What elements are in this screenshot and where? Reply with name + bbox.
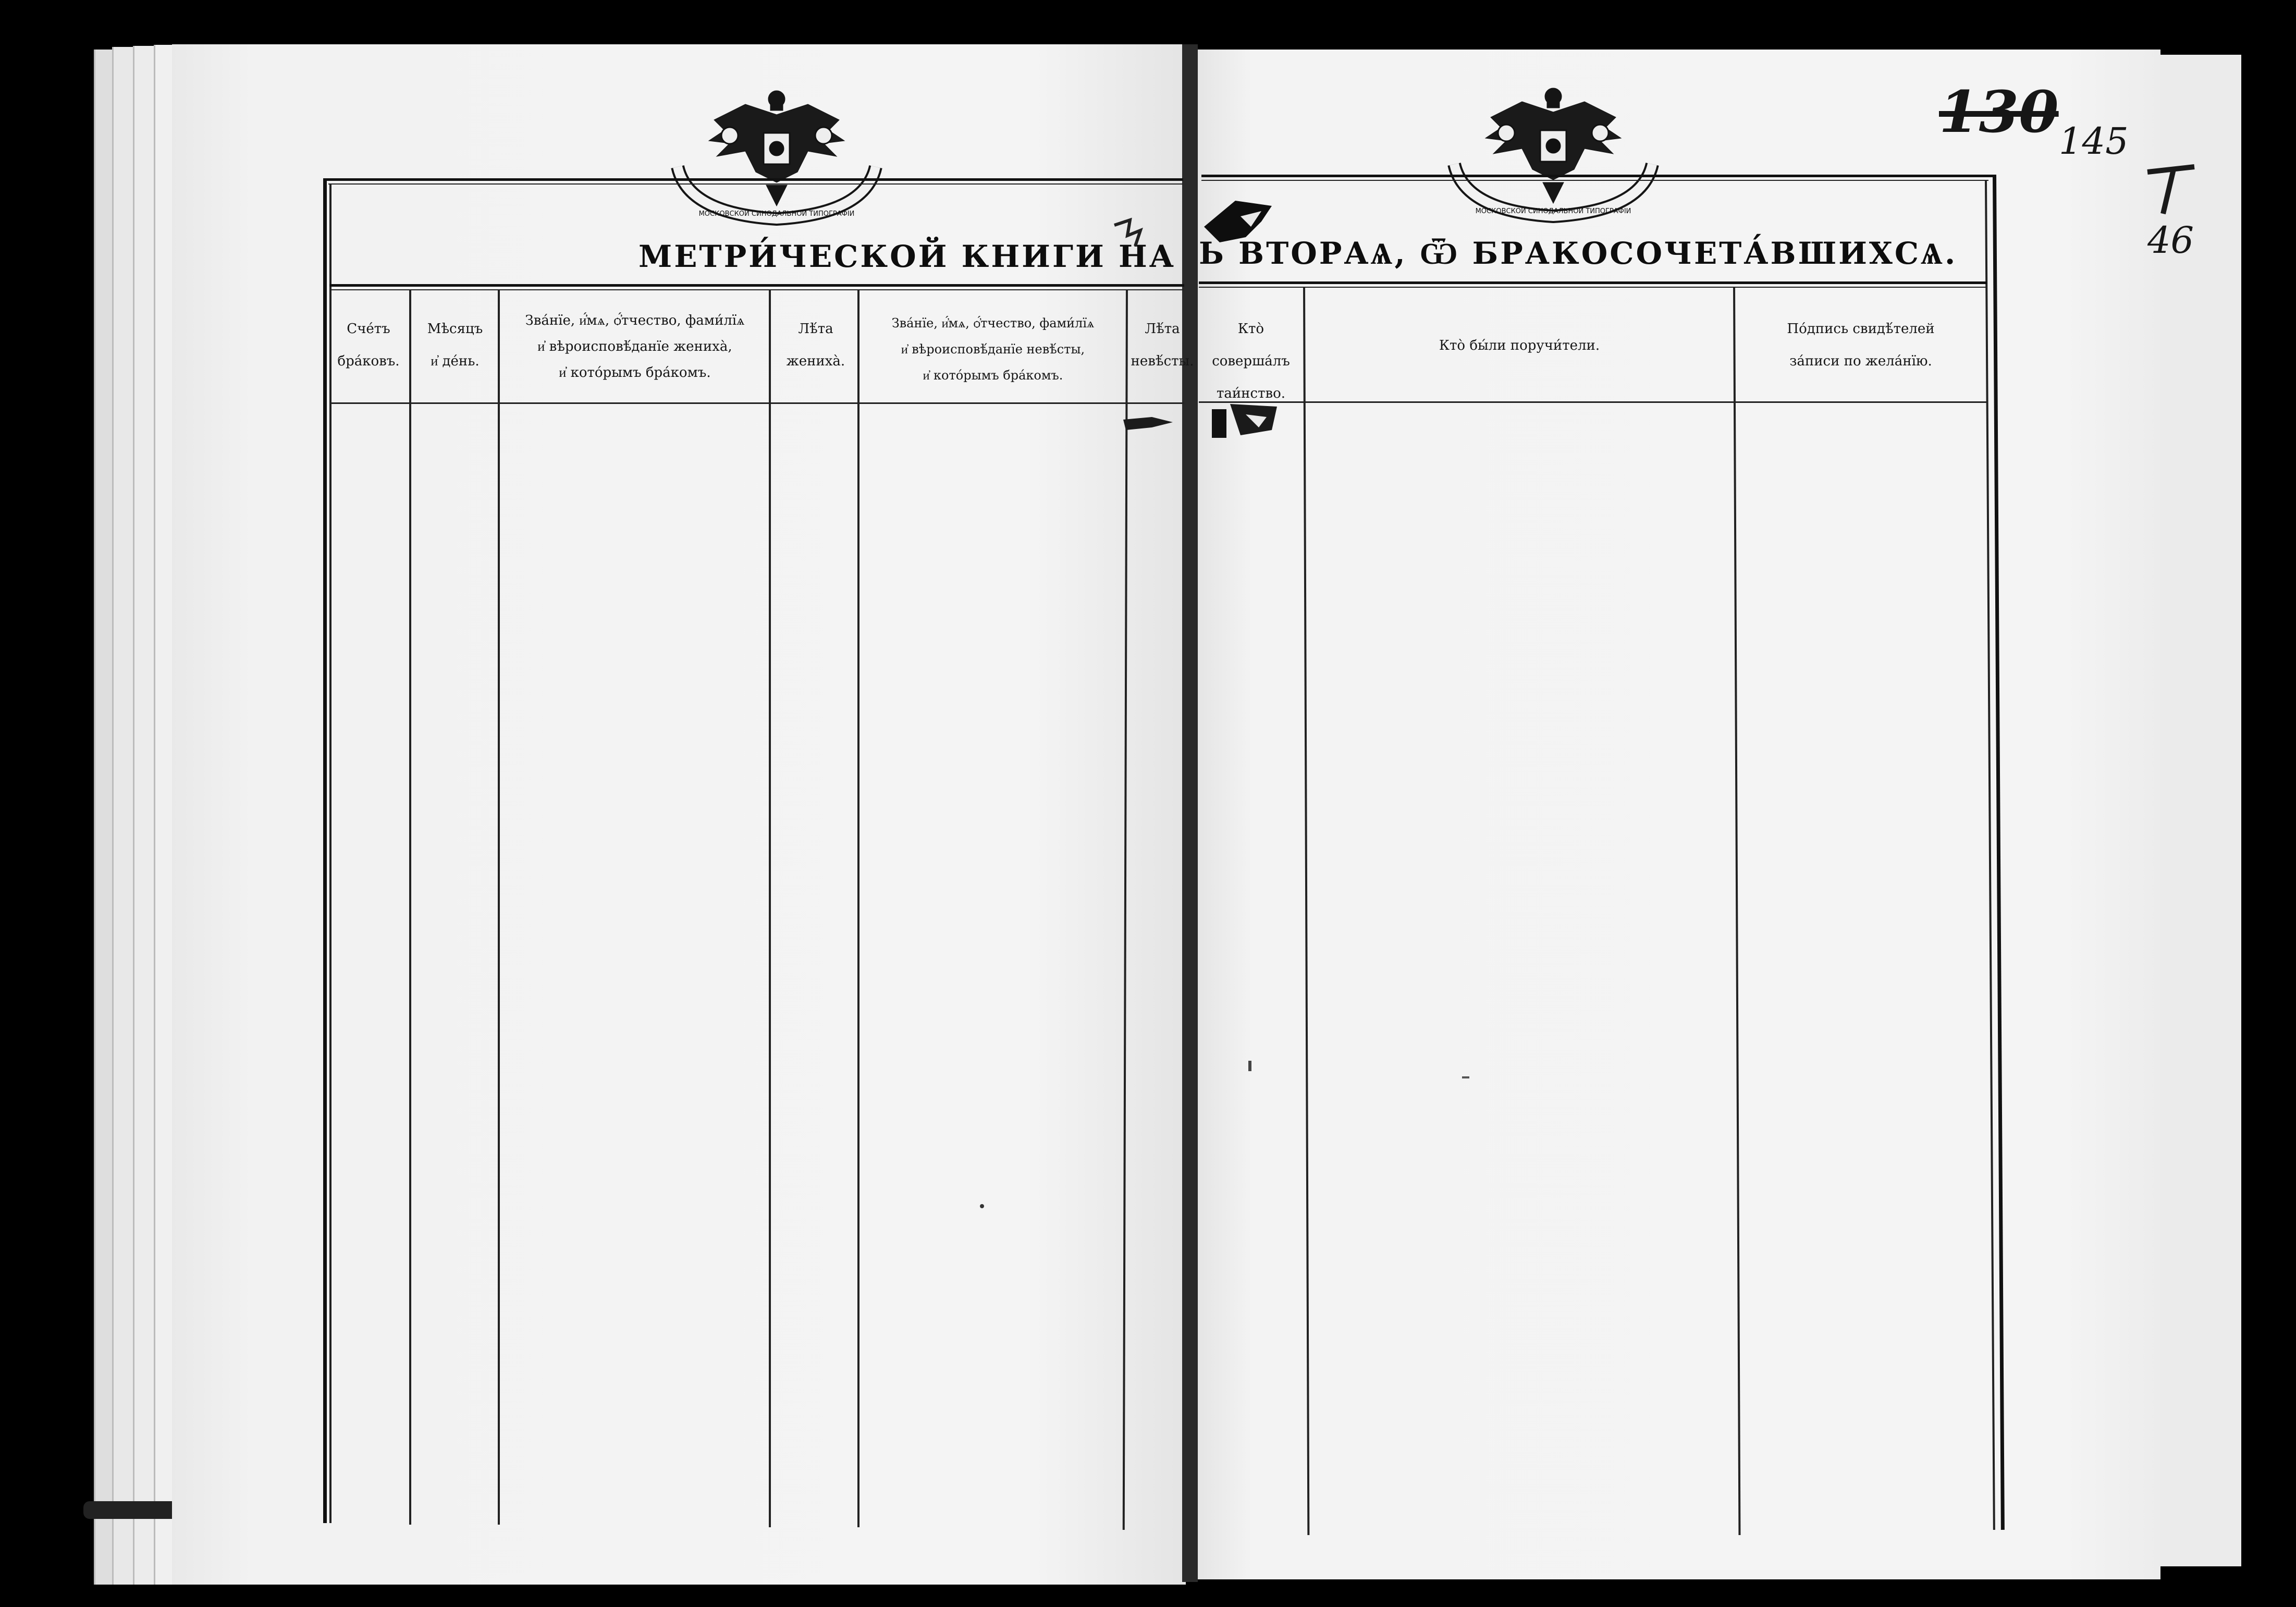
imperial-eagle-crest-left-icon: [667, 83, 886, 235]
column-header-guarantors: Кто̀ бы́ли поручи́тели.: [1439, 338, 1600, 353]
page-number-struck: 130: [1939, 78, 2059, 145]
top-rule-right-thin: [1201, 180, 1988, 181]
crest-ribbon-label: МОСКОВСКОЙ СИНОДАЛЬНОЙ ТИПОГРАФІИ: [1475, 207, 1631, 215]
register-title-right: Ь ВТОРАѦ, Ѿ БРАКОСОЧЕТА́ВШИХСѦ.: [1199, 236, 1958, 271]
ink-mark-icon: [1109, 215, 1151, 251]
top-rule-left: [323, 178, 1183, 181]
page-number-edge: 46: [2147, 219, 2194, 262]
header-rule-left: [329, 402, 1184, 404]
column-header-officiant: Кто̀ соверша́лъ таи́нство.: [1212, 321, 1290, 401]
ink-blot-icon: [1199, 394, 1287, 446]
column-header-bride-age: Лѣ́та невѣ́сты.: [1131, 321, 1194, 369]
crest-ribbon-label: МОСКОВСКОЙ СИНОДАЛЬНОЙ ТИПОГРАФІИ: [698, 210, 855, 218]
top-rule-left-thin: [328, 183, 1183, 185]
title-rule-right: [1199, 281, 1987, 284]
column-header-witnesses: По́дпись свидѣ́телей за́писи по жела́нїю.: [1787, 321, 1935, 369]
header-rule-right: [1199, 401, 1987, 403]
column-header-month: Мѣсяцъ и҆ де́нь.: [427, 321, 483, 369]
column-divider: [857, 289, 860, 1527]
column-header-bride: Зва́нїе, и҆́мѧ, ѻ҆́тчество, фами́лїѧ и҆ вѣроисповѣ́данїе невѣ́сты, и҆ кото́рымъ бра́комъ.: [891, 316, 1095, 383]
page-number-pencil: 145: [2059, 120, 2129, 163]
ink-mark-icon: [1121, 409, 1178, 435]
title-rule-left-thin: [329, 289, 1184, 290]
ink-blot-icon: [1199, 195, 1293, 258]
handwritten-mark-icon: [2142, 156, 2200, 219]
column-header-groom-age: Лѣ́та жениха̀.: [786, 321, 845, 369]
column-divider: [498, 289, 500, 1525]
register-title-left: МЕТРИ́ЧЕСКОЙ КНИГИ НА: [639, 239, 1176, 274]
column-divider: [409, 289, 411, 1525]
speck: [1462, 1076, 1469, 1078]
imperial-eagle-crest-right-icon: [1444, 81, 1663, 232]
column-header-count: Сче́тъ бра́ковъ.: [337, 321, 400, 369]
left-border: [323, 178, 327, 1523]
left-border-inner: [329, 183, 331, 1523]
top-rule-right: [1201, 175, 1996, 177]
title-rule-left: [329, 284, 1184, 287]
column-divider: [769, 289, 771, 1527]
speck: [1248, 1061, 1251, 1071]
title-rule-right-thin: [1199, 287, 1987, 288]
right-page: [1194, 50, 2160, 1579]
book-gutter: [1182, 44, 1198, 1582]
speck: [980, 1204, 984, 1208]
column-header-groom: Зва́нїе, и҆́мѧ, ѻ҆́тчество, фами́лїѧ и҆ вѣроисповѣ́данїе жениха̀, и҆ кото́рымъ бра́комъ.: [525, 313, 745, 381]
